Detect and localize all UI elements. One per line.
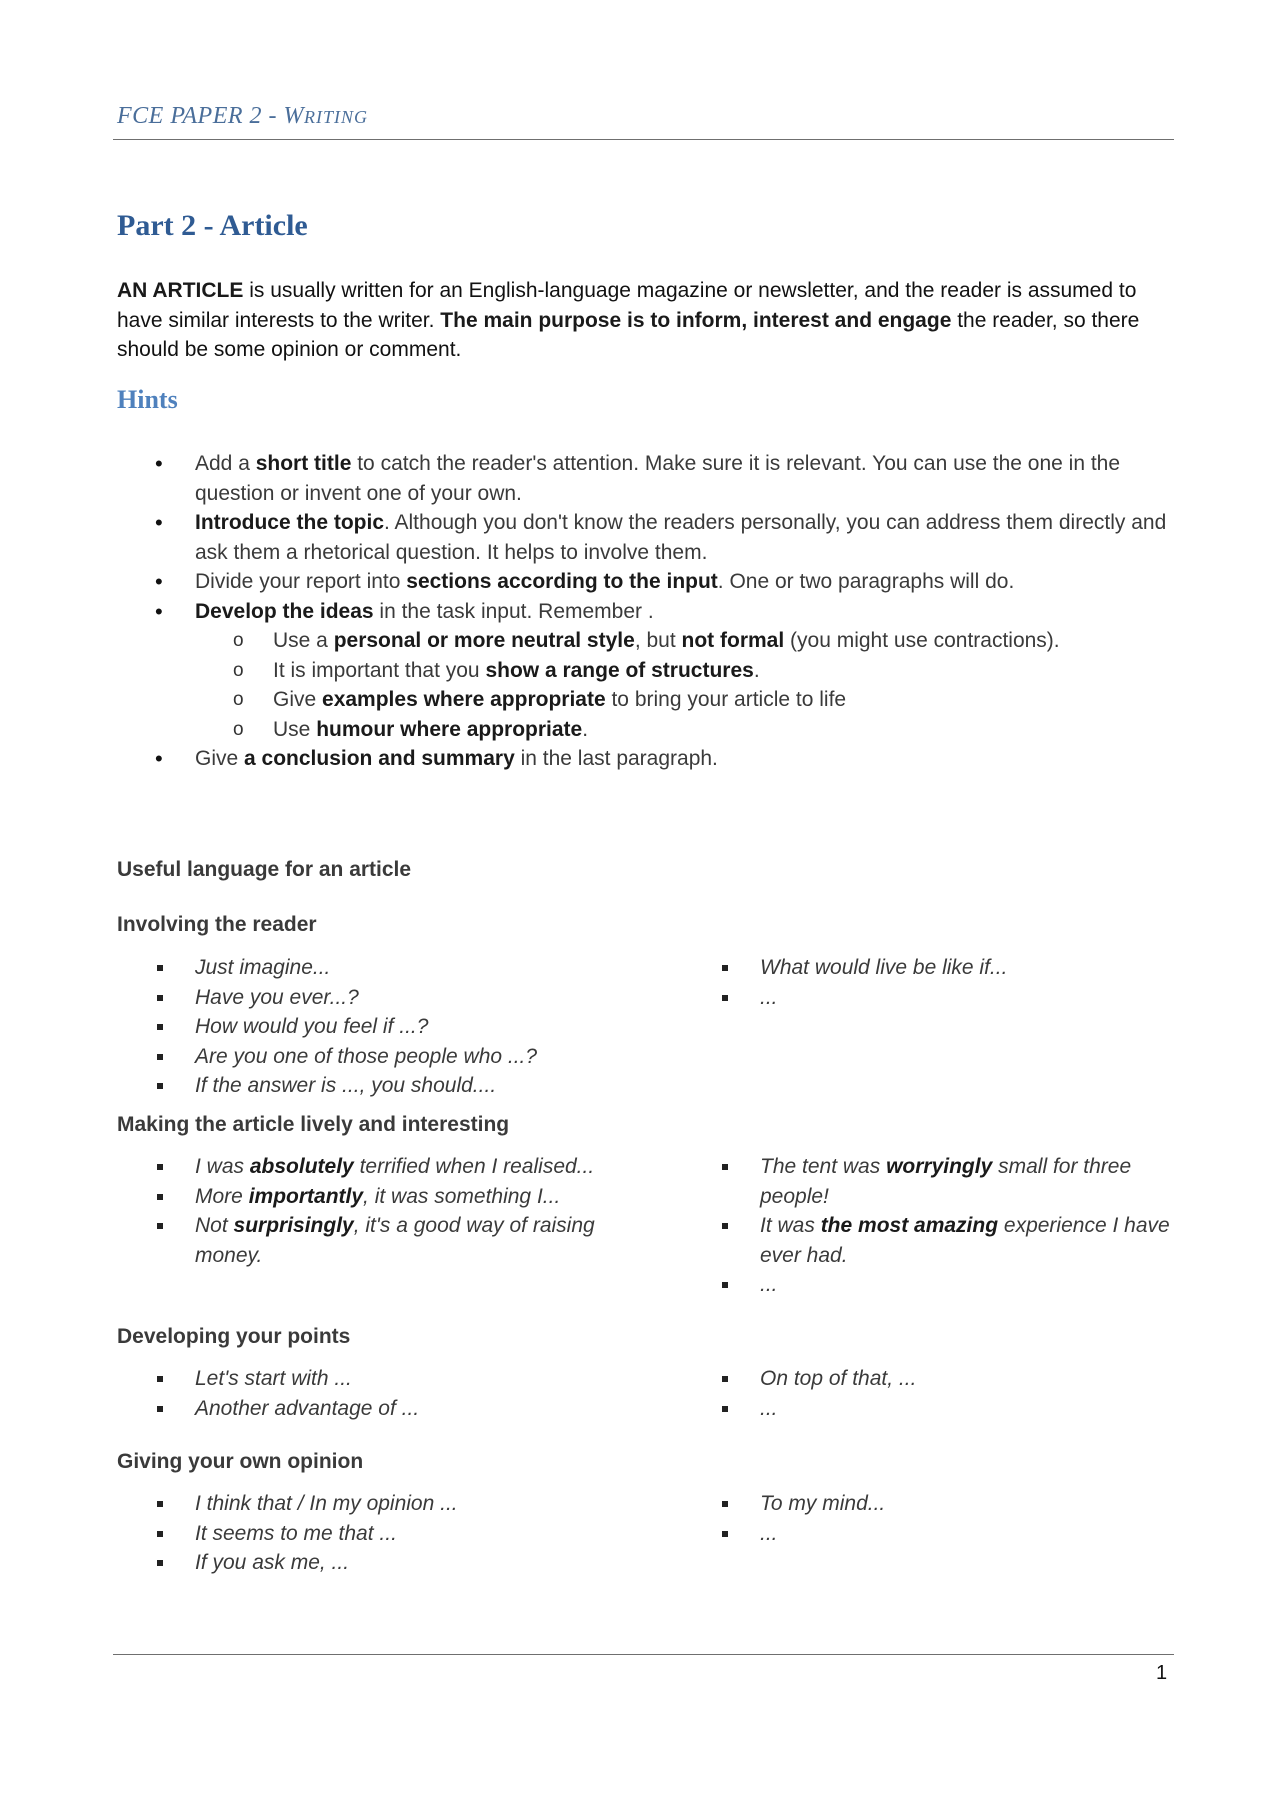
list-item: ... <box>722 1270 1172 1300</box>
list-item: It was the most amazing experience I have ever had. <box>722 1211 1172 1270</box>
list-item: How would you feel if ...? <box>157 1012 627 1042</box>
header-rule <box>113 139 1174 140</box>
list-item: On top of that, ... <box>722 1364 1172 1394</box>
sub-hint-item: o It is important that you show a range of structures. <box>233 658 760 682</box>
page-number: 1 <box>1156 1662 1168 1684</box>
opinion-left-list <box>157 1489 627 1578</box>
list-item: To my mind... <box>722 1489 1172 1519</box>
list-item: Are you one of those people who ...? <box>157 1042 627 1072</box>
hint-item: • Develop the ideas in the task input. Remember . o Use a personal or more neutral style, but not formal (you might use contractions). o It is important that you show a range of structures. o Give examples where appropriate to bring your article to life o Use humour where appropriate. <box>117 597 1177 745</box>
list-item: If the answer is ..., you should.... <box>157 1071 627 1101</box>
list-item: Not surprisingly, it's a good way of raising money. <box>157 1211 627 1270</box>
lively-left-list <box>157 1152 627 1270</box>
opinion-right-list <box>722 1489 1172 1548</box>
sub-hint-item: o Give examples where appropriate to bring your article to life <box>233 688 847 711</box>
developing-right-list <box>722 1364 1172 1423</box>
hints-list <box>117 449 1177 774</box>
sub-hints-list <box>195 626 1177 744</box>
section-title-developing: Developing your points <box>117 1325 351 1348</box>
list-item: The tent was worryingly small for three people! <box>722 1152 1172 1211</box>
developing-left-list <box>157 1364 627 1423</box>
sub-hint-item: o Use humour where appropriate. <box>233 717 589 741</box>
hint-item: • Introduce the topic. Although you don't know the readers personally, you can address them directly and ask them a rhetorical question. It helps to involve them. <box>155 510 1167 564</box>
involving-left-list <box>157 953 627 1101</box>
list-item: More importantly, it was something I... <box>157 1182 627 1212</box>
list-item: If you ask me, ... <box>157 1548 627 1578</box>
hint-item: • Give a conclusion and summary in the last paragraph. <box>155 746 718 771</box>
sub-hint-item: o Use a personal or more neutral style, but not formal (you might use contractions). <box>233 629 1060 652</box>
section-title-opinion: Giving your own opinion <box>117 1450 364 1473</box>
list-item: It seems to me that ... <box>157 1519 627 1549</box>
footer-rule <box>113 1654 1174 1655</box>
page-title: Part 2 - Article <box>117 209 308 242</box>
list-item: Another advantage of ... <box>157 1394 627 1424</box>
list-item: What would live be like if... <box>722 953 1172 983</box>
list-item: ... <box>722 983 1172 1013</box>
hints-heading: Hints <box>117 385 178 414</box>
list-item: ... <box>722 1394 1172 1424</box>
section-title-lively: Making the article lively and interesting <box>117 1113 510 1136</box>
list-item: Have you ever...? <box>157 983 627 1013</box>
running-header: FCE PAPER 2 - WRITING <box>117 103 369 129</box>
hint-item: • Add a short title to catch the reader's attention. Make sure it is relevant. You can use the one in the question or invent one of your own. <box>155 451 1121 505</box>
list-item: ... <box>722 1519 1172 1549</box>
list-item: I think that / In my opinion ... <box>157 1489 627 1519</box>
useful-language-title: Useful language for an article <box>117 858 412 881</box>
lively-right-list <box>722 1152 1172 1300</box>
section-title-involving: Involving the reader <box>117 913 317 936</box>
intro-paragraph: AN ARTICLE is usually written for an English-language magazine or newsletter, and the reader is assumed to have similar interests to the writer. The main purpose is to inform, interest and engage the reader, so there should be some opinion or comment. <box>117 279 1140 361</box>
list-item: Let's start with ... <box>157 1364 627 1394</box>
hint-item: • Divide your report into sections according to the input. One or two paragraphs will do. <box>155 569 1015 594</box>
involving-right-list <box>722 953 1172 1012</box>
list-item: Just imagine... <box>157 953 627 983</box>
list-item: I was absolutely terrified when I realised... <box>157 1152 627 1182</box>
